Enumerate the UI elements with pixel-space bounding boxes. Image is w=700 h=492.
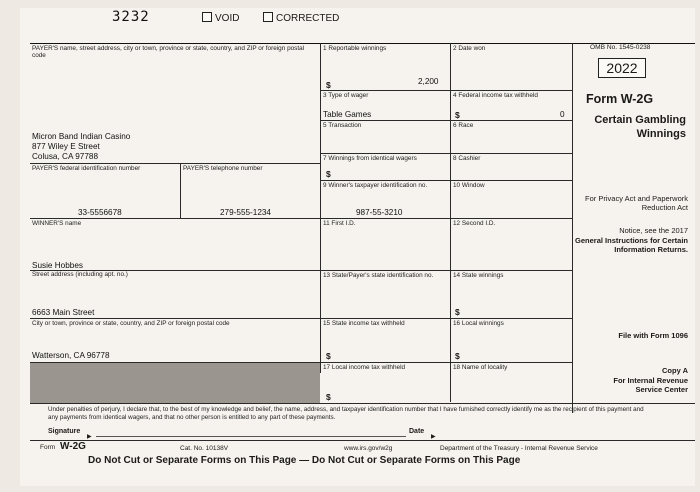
box14-dollar: $ [455, 307, 460, 317]
box2-label: 2 Date won [453, 45, 486, 52]
box9-label: 9 Winner's taxpayer identification no. [323, 182, 428, 189]
payer-phone-label: PAYER'S telephone number [183, 165, 263, 172]
box4-dollar: $ [455, 110, 460, 120]
payer-fed-id-label: PAYER'S federal identification number [32, 165, 141, 172]
void-label: VOID [215, 13, 240, 24]
box17-label: 17 Local income tax withheld [323, 364, 406, 371]
payer-city: Colusa, CA 97788 [32, 152, 98, 161]
box7-label: 7 Winnings from identical wagers [323, 155, 417, 162]
cat-number: Cat. No. 10138V [180, 445, 229, 452]
signature-arrow-icon: ▶ [87, 434, 92, 440]
winner-city: Watterson, CA 96778 [32, 351, 110, 360]
winner-name: Susie Hobbes [32, 261, 83, 270]
box6-label: 6 Race [453, 122, 474, 129]
void-box[interactable] [202, 12, 212, 22]
general-instructions: General Instructions for Certain Information Returns. [575, 236, 688, 254]
void-checkbox[interactable] [202, 12, 239, 24]
do-not-cut-notice: Do Not Cut or Separate Forms on This Page — Do Not Cut or Separate Forms on This Page [88, 455, 521, 466]
signature-line[interactable] [96, 436, 406, 437]
notice-see: Notice, see the 2017 [619, 226, 688, 235]
winner-street-label: Street address (including apt. no.) [32, 271, 128, 278]
box13-label: 13 State/Payer's state identification no. [323, 272, 434, 279]
corrected-box[interactable] [263, 12, 273, 22]
corrected-checkbox[interactable] [263, 12, 339, 24]
payer-label: PAYER'S name, street address, city or town, province or state, country, and ZIP or foreign postal code [32, 45, 305, 60]
box3-label: 3 Type of wager [323, 92, 369, 99]
privacy-notice: For Privacy Act and Paperwork Reduction Act [585, 194, 688, 213]
footer-form-label: Form [40, 444, 56, 451]
box18-label: 18 Name of locality [453, 364, 508, 371]
box3-value: Table Games [323, 110, 372, 119]
form-title: Certain Gambling Winnings [594, 114, 686, 140]
for-irs: For Internal Revenue Service Center [613, 376, 688, 395]
w2g-form [20, 8, 695, 486]
signature-label: Signature [48, 428, 81, 435]
omb-number: OMB No. 1545-0238 [590, 44, 651, 51]
date-arrow-icon: ▶ [431, 434, 436, 440]
box11-label: 11 First I.D. [323, 220, 356, 227]
date-label: Date [409, 428, 425, 435]
penalties-statement: Under penalties of perjury, I declare that, to the best of my knowledge and belief, the name, address, and taxpayer identification number that I have furnished correctly identify me as the recipient of this payment and any payments from identical wagers, and that no other person is entitled to any part of these payments. [48, 406, 644, 422]
box17-dollar: $ [326, 392, 331, 402]
copy-a: Copy A [662, 366, 688, 375]
box1-value: 2,200 [418, 77, 439, 86]
payer-phone: 279-555-1234 [220, 208, 271, 217]
treasury-department: Department of the Treasury - Internal Revenue Service [440, 445, 598, 452]
box15-label: 15 State income tax withheld [323, 320, 405, 327]
tax-year: 2022 [598, 58, 646, 78]
box1-label: 1 Reportable winnings [323, 45, 387, 52]
box1-dollar: $ [326, 80, 331, 90]
winner-city-label: City or town, province or state, country, and ZIP or foreign postal code [32, 320, 230, 327]
irs-website: www.irs.gov/w2g [344, 445, 393, 452]
box8-label: 8 Cashier [453, 155, 481, 162]
payer-name: Micron Band Indian Casino [32, 132, 131, 141]
file-with-1096: File with Form 1096 [618, 331, 688, 340]
box7-dollar: $ [326, 169, 331, 179]
box14-label: 14 State winnings [453, 272, 504, 279]
form-name: Form W-2G [586, 92, 654, 106]
box5-label: 5 Transaction [323, 122, 362, 129]
box9-value: 987-55-3210 [356, 208, 403, 217]
form-code: 3232 [112, 9, 150, 25]
payer-street: 877 Wiley E Street [32, 142, 100, 151]
box15-dollar: $ [326, 351, 331, 361]
box4-label: 4 Federal income tax withheld [453, 92, 538, 99]
box4-value: 0 [560, 110, 565, 119]
box16-dollar: $ [455, 351, 460, 361]
box10-label: 10 Window [453, 182, 485, 189]
corrected-label: CORRECTED [276, 13, 340, 24]
payer-fed-id: 33-5556678 [78, 208, 122, 217]
winner-street: 6663 Main Street [32, 308, 95, 317]
box16-label: 16 Local winnings [453, 320, 504, 327]
footer-form-name: W-2G [60, 441, 86, 452]
box12-label: 12 Second I.D. [453, 220, 496, 227]
winner-name-label: WINNER'S name [32, 220, 82, 227]
shaded-area [30, 363, 320, 403]
